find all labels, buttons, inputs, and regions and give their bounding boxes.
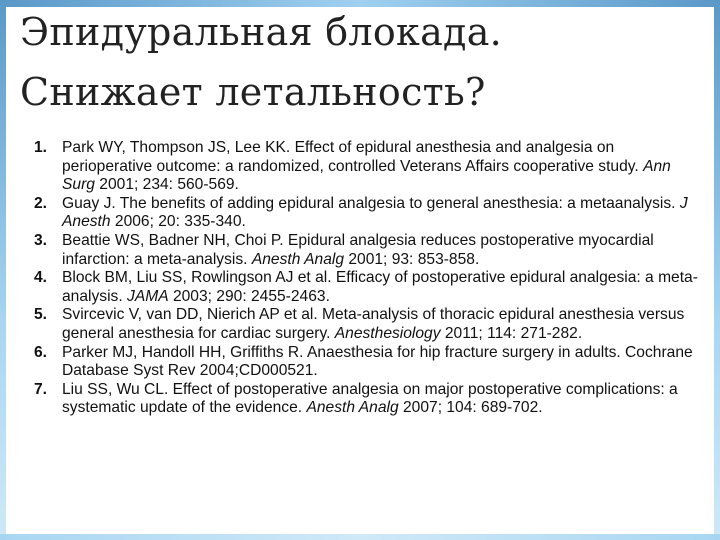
reference-journal: J Anesth — [62, 194, 688, 231]
reference-item — [34, 195, 704, 232]
reference-text: Park WY, Thompson JS, Lee KK. Effect of epidural anesthesia and analgesia on perioperative outcome: a randomized, controlled Veterans Affairs cooperative study. — [62, 139, 639, 175]
reference-journal: Anesthesiology — [334, 324, 441, 342]
frame-left-bar — [0, 0, 6, 540]
reference-citation: 2007; 104: 689-702. — [403, 399, 543, 417]
reference-text: Liu SS, Wu CL. Effect of postoperative analgesia on major postoperative complications: a systematic update of the evidence. — [62, 380, 678, 417]
reference-citation: 2001; 234: 560-569. — [99, 176, 239, 194]
reference-number: 7. — [34, 380, 48, 398]
reference-item — [34, 232, 704, 269]
reference-citation: 2001; 93: 853-858. — [348, 250, 480, 268]
reference-number: 6. — [34, 343, 48, 361]
reference-journal: JAMA — [127, 287, 169, 305]
frame-right-bar — [714, 0, 720, 540]
reference-item — [34, 269, 704, 306]
reference-citation: 2003; 290: 2455-2463. — [172, 287, 330, 305]
reference-text: Guay J. The benefits of adding epidural analgesia to general anesthesia: a metaanalysis. — [62, 194, 676, 212]
frame-bottom-bar — [0, 534, 720, 540]
reference-citation: 2011; 114: 271-282. — [444, 324, 583, 342]
reference-number: 4. — [34, 269, 48, 287]
reference-number: 2. — [34, 194, 48, 212]
reference-item — [34, 306, 704, 343]
reference-number: 5. — [34, 306, 48, 324]
reference-item — [34, 139, 704, 195]
title-line-2: Снижает летальность? — [20, 70, 486, 114]
reference-text: Parker MJ, Handoll HH, Griffiths R. Anaesthesia for hip fracture surgery in adults. Cochrane Database Syst Rev 2004;CD000521. — [62, 343, 693, 380]
reference-citation: 2006; 20: 335-340. — [114, 213, 246, 231]
reference-journal: Ann Surg — [62, 157, 671, 194]
slide-title — [20, 2, 710, 122]
title-line-1: Эпидуральная блокада. — [20, 10, 503, 54]
reference-item — [34, 381, 704, 418]
reference-text: Svircevic V, van DD, Nierich AP et al. Meta-analysis of thoracic epidural anesthesia versus general anesthesia for cardiac surgery. — [62, 306, 685, 342]
reference-journal: Anesth Analg — [251, 250, 345, 268]
reference-number: 3. — [34, 231, 48, 249]
reference-text: Beattie WS, Badner NH, Choi P. Epidural analgesia reduces postoperative myocardial infarction: a meta-analysis. — [62, 231, 654, 268]
reference-item — [34, 344, 704, 381]
reference-journal: Anesth Analg — [306, 399, 399, 417]
reference-text: Block BM, Liu SS, Rowlingson AJ et al. Efficacy of postoperative epidural analgesia: a meta-analysis. — [62, 269, 698, 305]
reference-number: 1. — [34, 139, 48, 156]
reference-list — [34, 139, 704, 418]
